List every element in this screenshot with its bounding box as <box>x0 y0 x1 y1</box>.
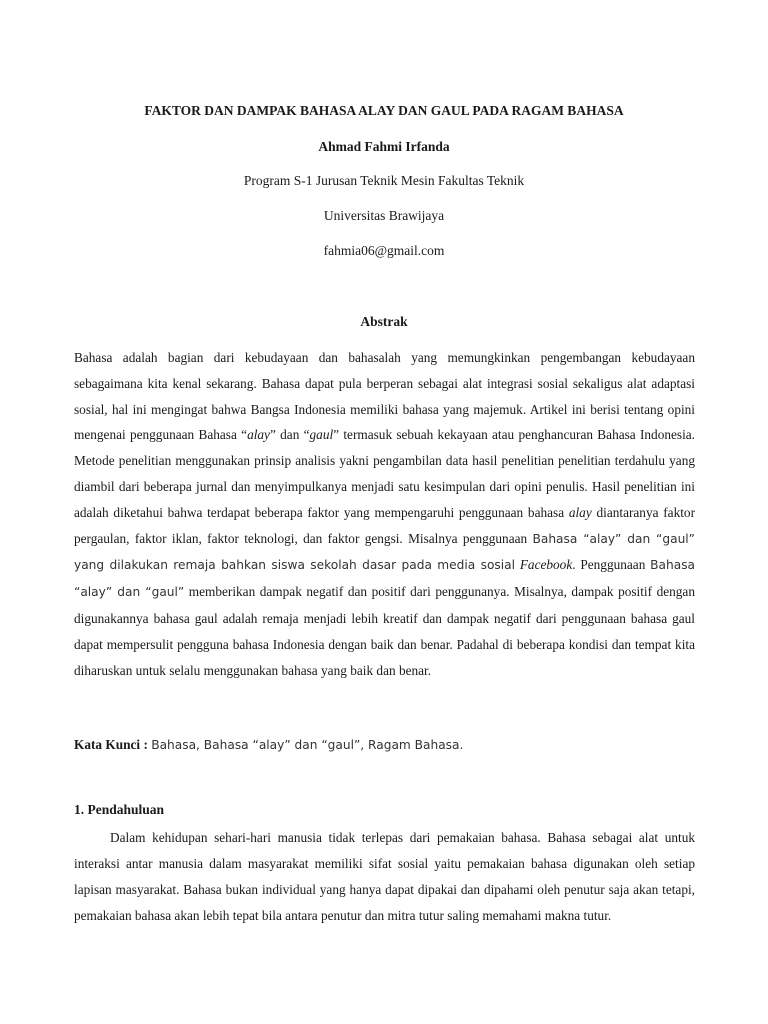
abstract-term-facebook: Facebook <box>519 557 573 573</box>
keywords-value: Bahasa, Bahasa “alay” dan “gaul”, Ragam Bahasa. <box>151 738 464 752</box>
abstract-text-part: ” dan “ <box>269 427 310 443</box>
abstract-text-sans: Bahasa “alay” dan “gaul” yang dilakukan remaja bahkan siswa sekolah dasar pada media sosial <box>74 531 695 573</box>
keywords-label: Kata Kunci : <box>74 737 148 752</box>
author-email: fahmia06@gmail.com <box>323 243 445 258</box>
abstract-term-alay: alay <box>568 504 592 520</box>
affiliation-university: Universitas Brawijaya <box>323 208 445 223</box>
author-name: Ahmad Fahmi Irfanda <box>318 139 450 154</box>
introduction-paragraph: Dalam kehidupan sehari-hari manusia tidak terlepas dari pemakaian bahasa. Bahasa sebagai alat untuk interaksi antar manusia dalam masyarakat memiliki sifat sosial yaitu pemakaian bahasa digunakan oleh setiap lapisan masyarakat. Bahasa bukan individual yang hanya dapat dipakai dan dipahami oleh penutur saja akan tetapi, pemakaian bahasa akan lebih tepat bila antara penutur dan mitra tutur saling memahami makna tutur. <box>74 830 695 923</box>
affiliation-program: Program S-1 Jurusan Teknik Mesin Fakultas Teknik <box>243 173 525 188</box>
abstract-text-part: . Penggunaan <box>572 557 651 573</box>
abstract-text-part: ” termasuk sebuah kekayaan atau penghancuran Bahasa Indonesia. Metode penelitian menggunakan prinsip analisis yakni pengambilan data hasil penelitian penelitian terdahulu yang diambil dari beberapa jurnal dan menyimpulkanya menjadi satu kesimpulan dari opini penulis. Hasil penelitian ini adalah diketahui bahwa terdapat beberapa faktor yang mempengaruhi penggunaan bahasa <box>74 427 695 520</box>
abstract-text-sans: Bahasa “alay” dan “gaul” <box>74 558 696 600</box>
abstract-text-part: memberikan dampak negatif dan positif dari penggunanya. Misalnya, dampak positif dengan digunakannya bahasa gaul adalah remaja menjadi lebih kreatif dan dampak negatif dari penggunaan bahasa gaul dapat mempersulit pengguna bahasa Indonesia dengan baik dan benar. Padahal di beberapa kondisi dan tempat kita diharuskan untuk selalu menggunakan bahasa yang baik dan benar. <box>74 584 695 678</box>
abstract-heading: Abstrak <box>360 314 408 329</box>
abstract-text-part: diantaranya faktor pergaulan, faktor iklan, faktor teknologi, dan faktor gengsi. Misalnya penggunaan <box>74 504 695 546</box>
section-heading-introduction: 1. Pendahuluan <box>74 802 165 817</box>
abstract-term-gaul: gaul <box>309 427 334 443</box>
paper-title: FAKTOR DAN DAMPAK BAHASA ALAY DAN GAUL PADA RAGAM BAHASA <box>144 103 624 118</box>
abstract-term-alay: alay <box>247 427 270 443</box>
abstract-text-part: Bahasa adalah bagian dari kebudayaan dan bahasalah yang memungkinkan pengembangan kebudayaan sebagaimana kita kenal sekarang. Bahasa dapat pula berperan sebagai alat integrasi sosial sekaligus alat adaptasi sosial, hal ini mengingat bahwa Bangsa Indonesia memiliki bahasa yang majemuk. Artikel ini berisi tentang opini mengenai penggunaan Bahasa “ <box>74 350 695 443</box>
keywords-line <box>74 733 695 757</box>
abstract-text <box>74 345 695 683</box>
